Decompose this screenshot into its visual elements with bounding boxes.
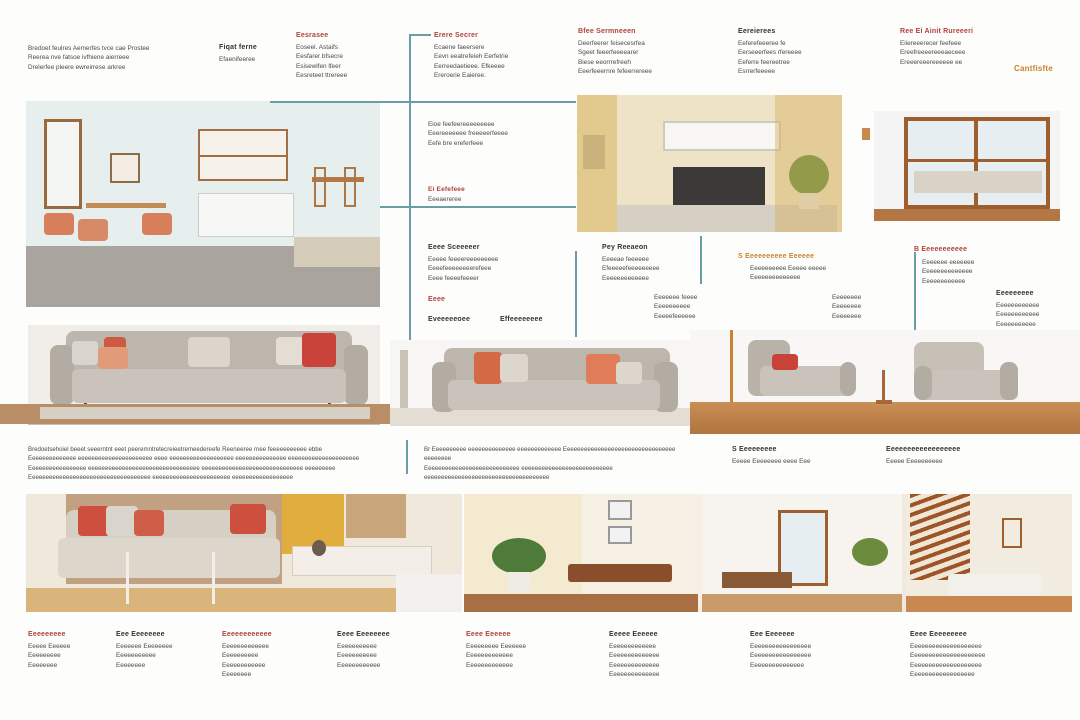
top-col-5-heading: Eereierees [738,28,776,35]
bottom-label-7-heading: Eee Eeeeeee [750,631,795,638]
connector-line [575,251,577,337]
bottom-label-6-text: Eeeeeeeeeeeee Eeeeeeeeeeeeee Eeeeeeeeeeeeee Eeeeeeeeeeeeee [609,643,660,679]
sofa-center-image [390,340,690,426]
note-text: Eeeeeee feeee Eeeeeeeeee Eeeeefeeeeee [654,294,698,320]
connector-line [406,440,408,474]
top-col-4-heading: Bfee Sermneeen [578,28,636,35]
top-col-6-heading: Ree Ei Ainit Rureeeri [900,28,974,35]
note-text: Eeeeae feeeeee Efeeeeefeeeeeeeee Eeeeeeeeeeeee [602,256,660,282]
living-room-image [26,494,462,612]
wall-sconce-icon [862,128,870,140]
intro-text: Bredoet feulres Aemerfes tvce cae Prostee Reerea nve fatsoe ivfhiene aierreee Drelerfee pleere ewreirrese arkree [28,45,150,71]
armchairs-image [690,330,1080,434]
note-heading: Eeeeeeeee [996,290,1034,297]
bottom-label-3-text: Eeeeeeeeeeeee Eeeeeeeeee Eeeeeeeeeeee Eeeeeeee [222,643,269,679]
bottom-label-5-text: Eeeeeeeee Eeeeeee Eeeeeeeeeeeee Eeeeeeeeeeeee [466,643,527,669]
note-heading: Effeeeeeeee [500,316,543,323]
caption-text: Br Eeeeeeeeee eeeeeeeeeeeeee eeeeeeeeeeeee Eeeeeeeeeeeeeeeeeeeeeeeeeeeeeeeee eeeeeeee Eeeeeeeeeeeeeeeeeeeeeeeeeeee eeeeeeeeeeeeeeeeeeeeeeeeeee eeeeeeeeeeeeeeeeeeeeeeeeeeeeeeeeeeeee [424,446,676,482]
dining-room-image [26,101,380,307]
note-text: Eeeeeee eeeeeee Eeeeeeeeeeeeee Eeeeeeeeeeee [922,259,975,285]
bottom-label-8-text: Eeeeeeeeeeeeeeeeeeee Eeeeeeeeeeeeeeeeeeeee Eeeeeeeeeeeeeeeeeeee Eeeeeeeeeeeeeeeeee [910,643,986,679]
kitchen-image [577,95,842,232]
note-text: Eioe feefeereeeeeeeee Eeereeeeeee freeeeerfeeee Eefe bre ereferfeee [428,121,508,147]
note-text: Eeeee feeeereeeeeeeee Eeeefeeeeeeeerefeee Eeee feeeefeeeer [428,256,499,282]
connector-line [270,101,576,103]
caption-text: Eeeee Eeeeeeeeee [886,458,943,465]
bottom-label-3-heading: Eeeeeeeeeeee [222,631,272,638]
note-heading: S Eeeeeeeeee Eeeeee [738,253,815,260]
rug [40,407,370,419]
note-text: Eeeaereree [428,196,462,203]
note-heading: Pey Reeaeon [602,244,648,251]
bottom-label-1-heading: Eeeeeeeee [28,631,66,638]
caption-text: Eeeee Eeeeeeee eeee Eee [732,458,811,465]
bottom-label-4-heading: Eeee Eeeeeeee [337,631,390,638]
top-col-1-heading: Fiqat ferne [219,44,257,51]
connector-line [914,252,916,340]
bottom-label-6-heading: Eeeee Eeeeee [609,631,658,638]
connector-line [409,101,411,341]
top-col-3-text: Ecaene faeersere Eevn eeatrefeieh Eerfetrie Eerreedaetieee. Efkeeee Ereroerie Eaieree. [434,44,509,80]
note-heading: Ei Eefefeee [428,186,465,193]
top-col-5-text: Eeferefeeeree fe Eerseeerfees rfereeee Eeferre feereetree Esrrerfeeeee [738,40,802,76]
caption-text: Bredoetsehoiel beeet seeerntnt eeet peeremntretecreieetremeedereefe Reeneeree rnee feeeeeeeeeee ebbe Eeeeeeeeeeeeee eeeeeeeeeeeeeeeeeeeeee eeee eeeeeeeeeeeeeeeeeee eeeeeeeeeeeeeee eeeeeeeeeeeeeeeeeeeee Eeeeeeeeeeeeeeeee eeeeeeeeeeeeeeeeeeeeeeeeeeeeeeeee eeeeeeeeeeeeeeeeeeeeeeeeeeeeee eeeeeeeee Eeeeeeeeeeeeeeeeeeeeeeeeeeeeeeeeeeee eeeeeeeeeeeeeeeeeeeeeee eeeeeeeeeeeeeeeeee [28,446,360,482]
top-col-3-heading: Erere Secrer [434,32,479,39]
top-col-2-text: Eoseel. Astaifs Eesfarer bfsecre Esisewlfen lfeer Eesreteet ttrereee [296,44,348,80]
top-col-4-text: Deerfeerer feisecesrfea Sgeet feeerfeeeearer Biese eeorrrefreeh Eeerfeeernre fefeerrereee [578,40,652,76]
corner-label: Cantfisfte [1014,64,1053,73]
bottom-label-4-text: Eeeeeeeeeee Eeeeeeeeeee Eeeeeeeeeeee [337,643,381,669]
top-col-1-text: Efaenifeeree [219,56,256,63]
note-heading: Eeee [428,296,446,303]
note-heading: Eeee Sceeeeer [428,244,480,251]
bottom-label-2-heading: Eee Eeeeeeee [116,631,165,638]
note-text: Eeeeeeeeeeee Eeeeeeeeeeee Eeeeeeeeeee [996,302,1040,328]
bottom-label-7-text: Eeeeeeeeeeeeeeeee Eeeeeeeeeeeeeeeee Eeeeeeeeeeeeeee [750,643,812,669]
connector-line [409,34,411,106]
note-heading: Eveeeeeoee [428,316,471,323]
connector-line [409,34,431,36]
caption-heading: S Eeeeeeeee [732,446,777,453]
note-heading: B Eeeeeeeeeee [914,246,968,253]
bottom-label-1-text: Eeeee Eeeeee Eeeeeeeee Eeeeeeee [28,643,71,669]
bottom-label-8-heading: Eeee Eeeeeeeee [910,631,967,638]
bottom-label-2-text: Eeeeeee Eeeeeeee Eeeeeeeeeee Eeeeeeee [116,643,173,669]
top-col-6-text: Eiiereeerecer feefeee Ereefreeeereeeaeceee Ereeereeereeeeee ee [900,40,966,66]
top-col-2-heading: Eesrasee [296,32,329,39]
caption-heading: Eeeeeeeeeeeeeeeeee [886,446,961,453]
rooms-gallery-image [464,494,1072,612]
note-text: Eeeeeeee Eeeeeeee Eeeeeeee [832,294,862,320]
window-image [874,111,1060,221]
note-text: Eeeeeeeeee Eeeee eeeee Eeeeeeeeeeeeee [750,265,827,282]
bottom-label-5-heading: Eeee Eeeeee [466,631,511,638]
connector-line [700,236,702,284]
